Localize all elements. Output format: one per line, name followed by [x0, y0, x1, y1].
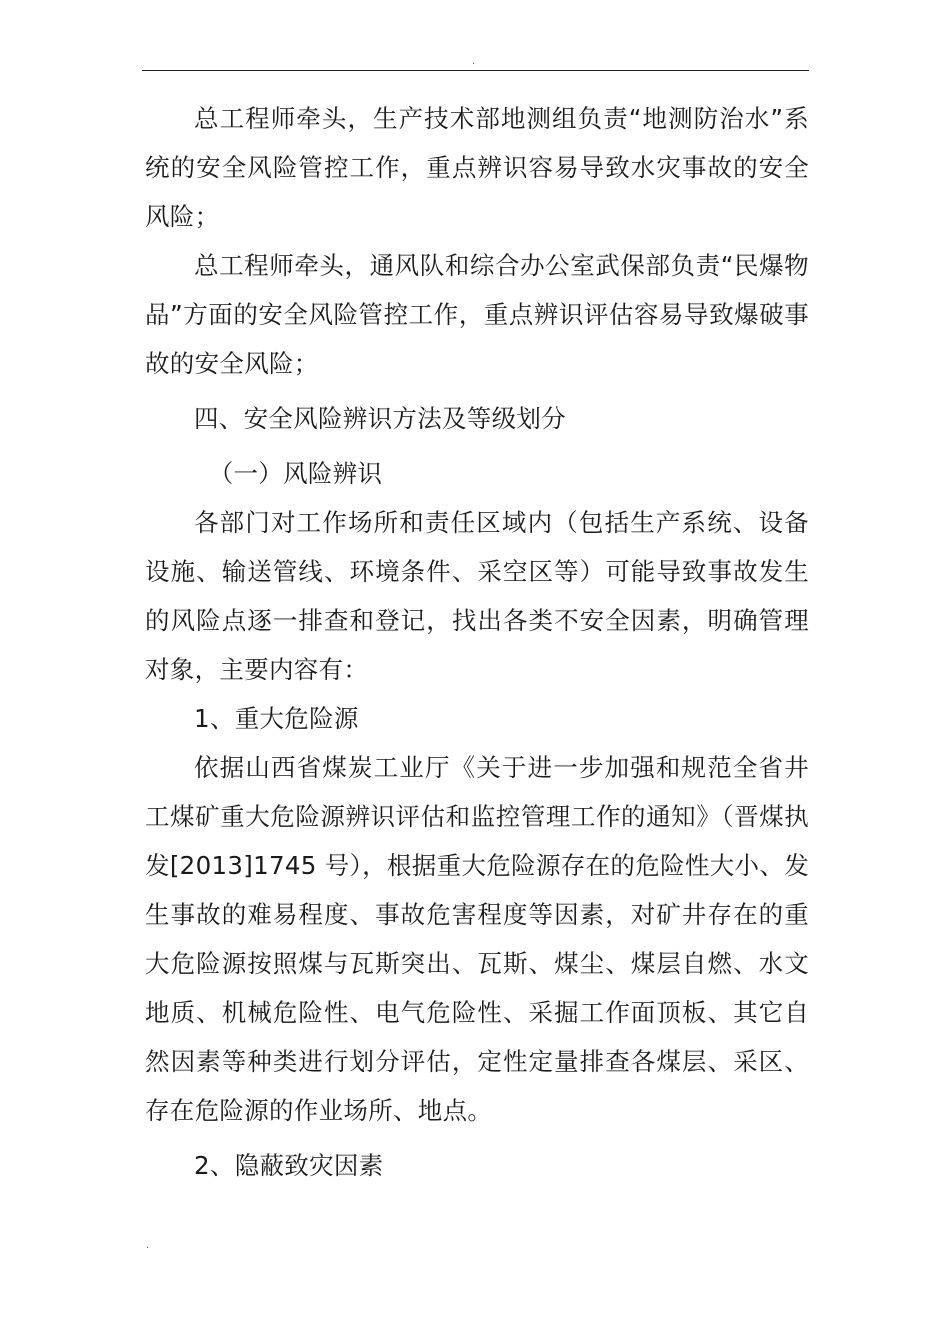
document-body	[145, 94, 809, 1190]
subsection-heading-risk-identification: （一）风险辨识	[208, 459, 383, 488]
paragraph-explosives-control: 总工程师牵头，通风队和综合办公室武保部负责“民爆物品”方面的安全风险管控工作，重点辨识评估容易导致爆破事故的安全风险；	[145, 251, 809, 378]
paragraph-risk-identification: 各部门对工作场所和责任区域内（包括生产系统、设备设施、输送管线、环境条件、采空区等）可能导致事故发生的风险点逐一排查和登记，找出各类不安全因素，明确管理对象，主要内容有：	[145, 508, 809, 684]
header-rule	[142, 70, 809, 71]
section-heading-risk-methods: 四、安全风险辨识方法及等级划分	[194, 404, 566, 433]
footer-mark: .	[146, 1240, 150, 1251]
item-heading-hidden-hazards: 2、隐蔽致灾因素	[194, 1151, 384, 1180]
header-mark: .	[472, 56, 476, 67]
item-heading-major-hazards: 1、重大危险源	[194, 704, 359, 733]
paragraph-major-hazards: 依据山西省煤炭工业厅《关于进一步加强和规范全省井工煤矿重大危险源辨识评估和监控管理工作的通知》（晋煤执发[2013]1745 号），根据重大危险源存在的危险性大小、发生事故的难易程度、事故危害程度等因素，对矿井存在的重大危险源按照煤与瓦斯突出、瓦斯、煤尘、煤层自燃、水文地质、机械危险性、电气危险性、采掘工作面顶板、其它自然因素等种类进行划分评估，定性定量排查各煤层、采区、存在危险源的作业场所、地点。	[145, 753, 809, 1125]
paragraph-water-control: 总工程师牵头，生产技术部地测组负责“地测防治水”系统的安全风险管控工作，重点辨识容易导致水灾事故的安全风险；	[145, 104, 809, 231]
